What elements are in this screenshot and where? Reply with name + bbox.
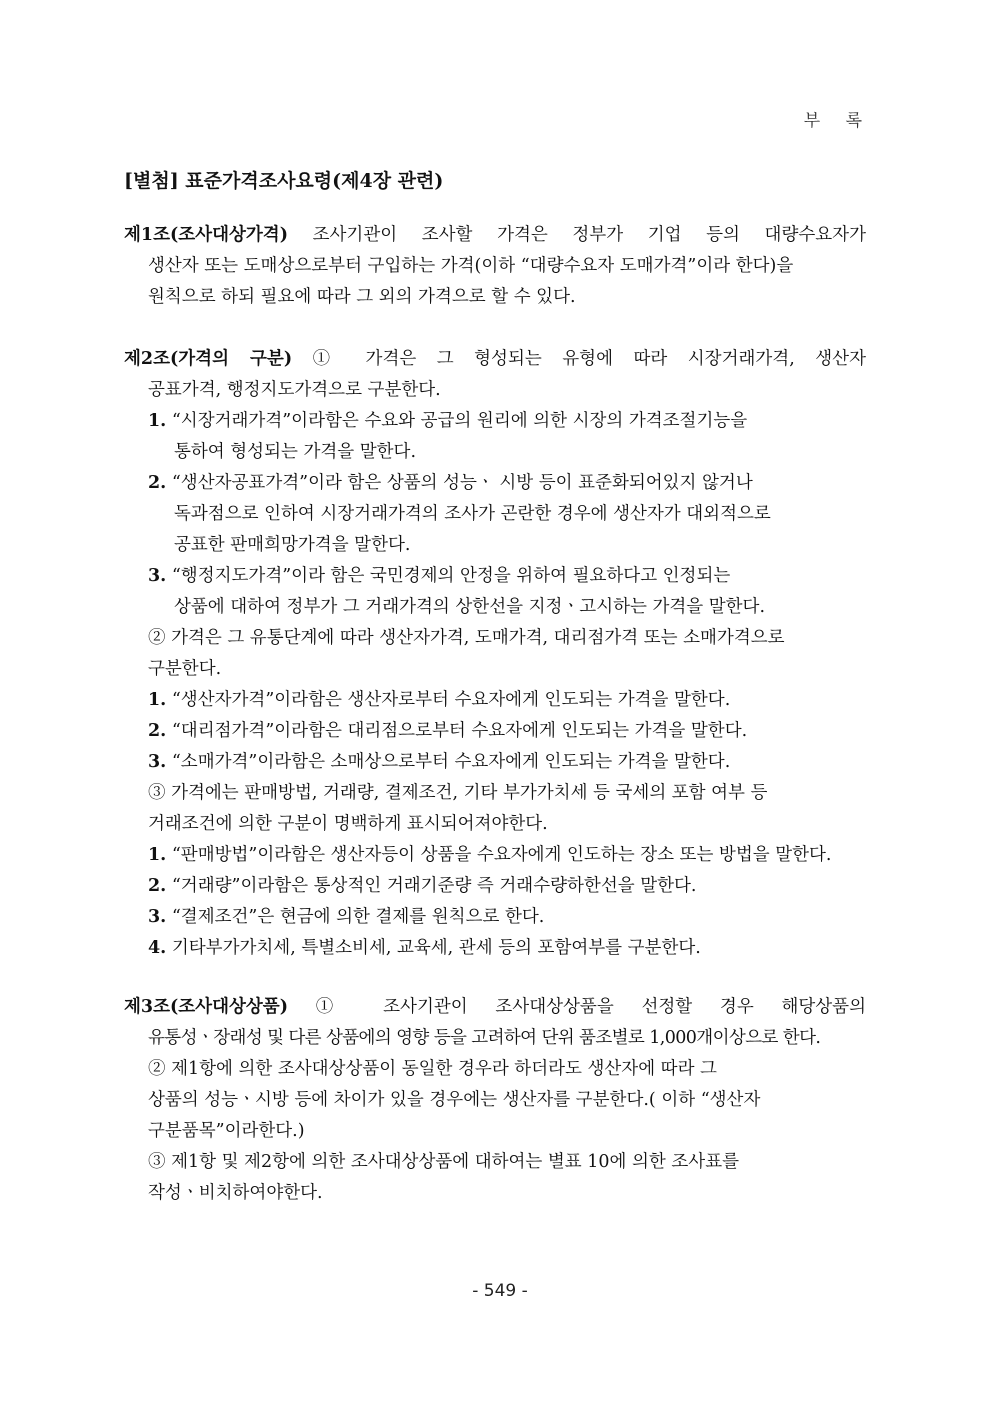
article-3	[124, 992, 866, 1209]
page-number: - 549 -	[472, 1281, 528, 1301]
article-2-p1-line-1: ① 가격은 그 형성되는 유형에 따라 시장거래가격, 생산자	[312, 349, 866, 369]
list-item: 3. “행정지도가격”이라 함은 국민경제의 안정을 위하여 필요하다고 인정되는	[148, 566, 731, 586]
article-3-p2-line-1: ② 제1항에 의한 조사대상상품이 동일한 경우라 하더라도 생산자에 따라 그	[148, 1059, 717, 1079]
article-3-p1-line-2: 유통성ㆍ장래성 및 다른 상품에의 영향 등을 고려하여 단위 품조별로 1,000개이상으로 한다.	[148, 1028, 821, 1048]
article-3-p3-line-2: 작성ㆍ비치하여야한다.	[148, 1183, 323, 1203]
list-item-cont: 공표한 판매희망가격을 말한다.	[174, 535, 411, 555]
list-item-cont: 상품에 대하여 정부가 그 거래가격의 상한선을 지정ㆍ고시하는 가격을 말한다.	[174, 597, 766, 617]
article-1	[124, 220, 866, 313]
list-item: 3. “소매가격”이라함은 소매상으로부터 수요자에게 인도되는 가격을 말한다.	[148, 752, 731, 772]
article-2-p1-line-2: 공표가격, 행정지도가격으로 구분한다.	[148, 380, 441, 400]
article-3-p2-line-3: 구분품목”이라한다.)	[148, 1121, 305, 1141]
article-2-p2-line-1: ② 가격은 그 유통단계에 따라 생산자가격, 도매가격, 대리점가격 또는 소매가격으로	[148, 628, 785, 648]
list-item: 2. “대리점가격”이라함은 대리점으로부터 수요자에게 인도되는 가격을 말한다.	[148, 721, 748, 741]
article-2	[124, 344, 866, 964]
list-item: 1. “생산자가격”이라함은 생산자로부터 수요자에게 인도되는 가격을 말한다.	[148, 690, 731, 710]
section-header: 부 록	[803, 111, 872, 131]
article-3-p3-line-1: ③ 제1항 및 제2항에 의한 조사대상상품에 대하여는 별표 10에 의한 조사표를	[148, 1152, 740, 1172]
article-1-line-3: 원칙으로 하되 필요에 따라 그 외의 가격으로 할 수 있다.	[148, 287, 576, 307]
article-2-p3-line-2: 거래조건에 의한 구분이 명백하게 표시되어져야한다.	[148, 814, 548, 834]
article-3-p1-line-1: ① 조사기관이 조사대상상품을 선정할 경우 해당상품의	[315, 997, 866, 1017]
list-item: 2. “생산자공표가격”이라 함은 상품의 성능ㆍ 시방 등이 표준화되어있지 않거나	[148, 473, 753, 493]
list-item: 3. “결제조건”은 현금에 의한 결제를 원칙으로 한다.	[148, 907, 545, 927]
list-item: 1. “판매방법”이라함은 생산자등이 상품을 수요자에게 인도하는 장소 또는 방법을 말한다.	[148, 845, 832, 865]
article-2-p2-line-2: 구분한다.	[148, 659, 222, 679]
article-1-line-2: 생산자 또는 도매상으로부터 구입하는 가격(이하 “대량수요자 도매가격”이라 한다)을	[148, 256, 794, 276]
article-2-p3-line-1: ③ 가격에는 판매방법, 거래량, 결제조건, 기타 부가가치세 등 국세의 포함 여부 등	[148, 783, 768, 803]
article-3-heading: 제3조(조사대상상품)	[124, 997, 288, 1017]
article-2-heading: 제2조(가격의 구분)	[124, 349, 293, 369]
article-1-line-1: 조사기관이 조사할 가격은 정부가 기업 등의 대량수요자가	[312, 225, 866, 245]
list-item-cont: 통하여 형성되는 가격을 말한다.	[174, 442, 417, 462]
article-3-p2-line-2: 상품의 성능ㆍ시방 등에 차이가 있을 경우에는 생산자를 구분한다.( 이하 “생산자	[148, 1090, 761, 1110]
attachment-title: [별첨] 표준가격조사요령(제4장 관련)	[124, 170, 444, 192]
list-item: 1. “시장거래가격”이라함은 수요와 공급의 원리에 의한 시장의 가격조절기능을	[148, 411, 748, 431]
list-item: 2. “거래량”이라함은 통상적인 거래기준량 즉 거래수량하한선을 말한다.	[148, 876, 697, 896]
list-item-cont: 독과점으로 인하여 시장거래가격의 조사가 곤란한 경우에 생산자가 대외적으로	[174, 504, 771, 524]
list-item: 4. 기타부가가치세, 특별소비세, 교육세, 관세 등의 포함여부를 구분한다.	[148, 938, 701, 958]
article-1-heading: 제1조(조사대상가격)	[124, 225, 288, 245]
